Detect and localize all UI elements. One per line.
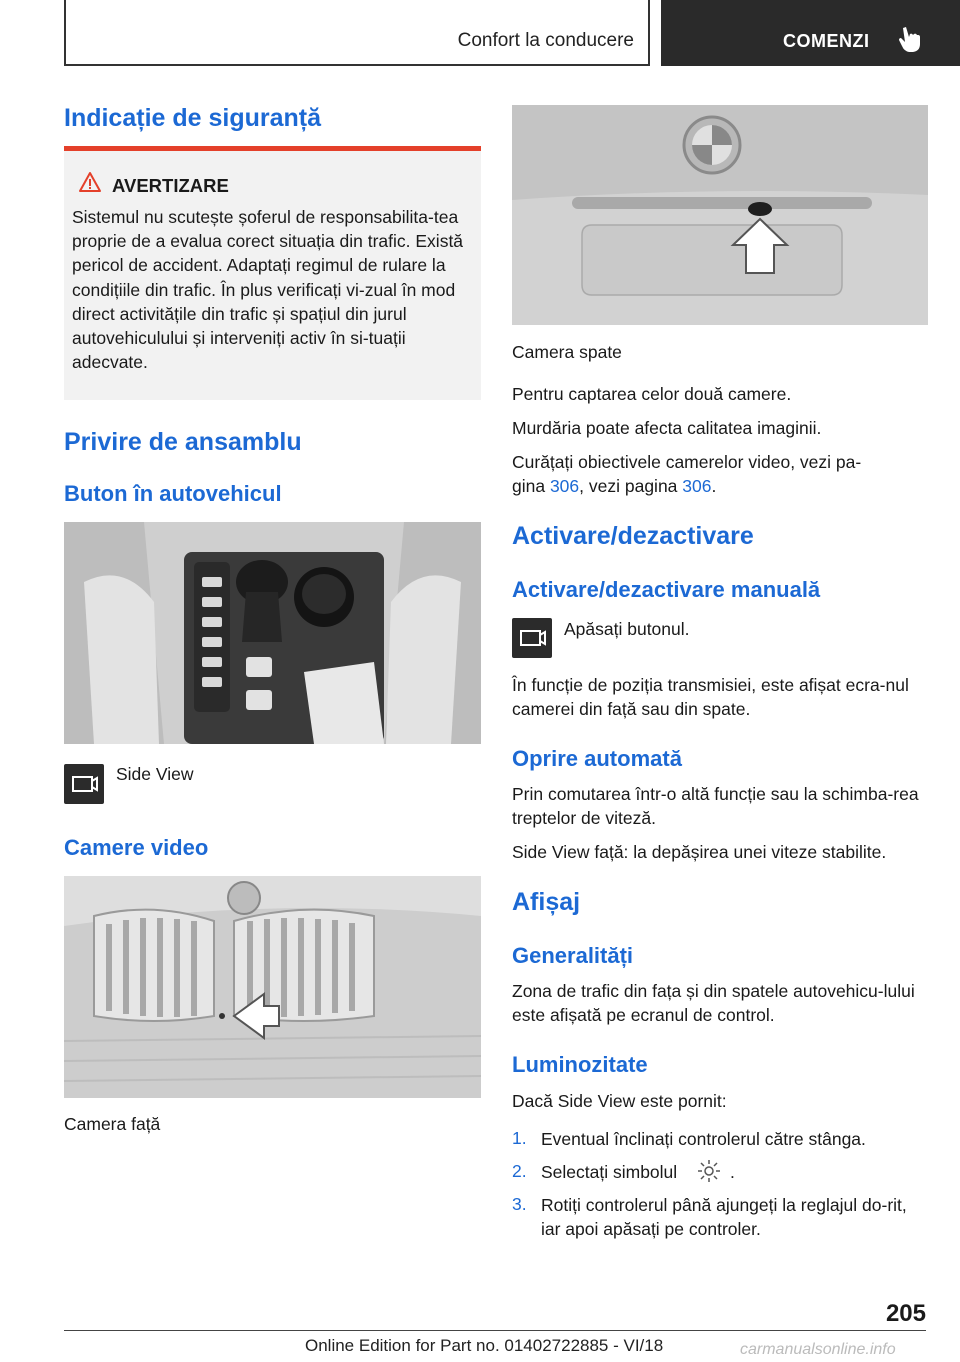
paragraph-if-on: Dacă Side View este pornit: xyxy=(512,1091,727,1111)
paragraph-speed: Side View față: la depășirea unei viteze stabilite. xyxy=(512,842,887,862)
heading-overview: Privire de ansamblu xyxy=(64,428,302,456)
heading-general: Generalități xyxy=(512,943,634,968)
step-number: 1. xyxy=(512,1128,527,1148)
step-text: Selectați simbolul xyxy=(541,1162,678,1182)
camera-button-icon xyxy=(512,618,552,658)
heading-display: Afișaj xyxy=(512,888,581,916)
header-chapter-tab[interactable] xyxy=(661,0,960,66)
paragraph-auto-off: Prin comutarea într-o altă funcție sau la schimba-rea treptelor de viteză. xyxy=(512,784,919,828)
watermark: carmanualsonline.info xyxy=(740,1341,896,1358)
heading-activate: Activare/dezactivare xyxy=(512,522,754,550)
press-button-text: Apăsați butonul. xyxy=(564,619,690,639)
warning-triangle-icon xyxy=(78,171,102,193)
warning-title: AVERTIZARE xyxy=(112,175,229,196)
paragraph-general: Zona de trafic din fața și din spatele autovehicu-lului este afișată pe ecranul de control. xyxy=(512,981,915,1025)
header-section-title: Confort la conducere xyxy=(457,30,634,51)
heading-safety: Indicație de siguranță xyxy=(64,104,322,132)
heading-manual: Activare/dezactivare manuală xyxy=(512,577,821,602)
center-console-photo xyxy=(64,522,481,744)
warning-box xyxy=(64,151,481,400)
rear-camera-photo xyxy=(512,105,928,325)
side-view-button-icon xyxy=(64,764,104,804)
footer-edition: Online Edition for Part no. 01402722885 - VI/18 xyxy=(305,1336,664,1355)
heading-cameras: Camere video xyxy=(64,835,209,860)
warning-text: Sistemul nu scutește șoferul de responsabilita-tea proprie de a evalua corect situația din trafic. Există pericol de accident. Adaptați regimul de rulare la condițiile din trafic. În plus verificați vi-zual în mod direct activitățile din trafic și spațiul din jurul autovehiculului și interveniți activ în si-tuații adecvate. xyxy=(72,207,464,373)
footer-divider xyxy=(64,1330,926,1331)
step-number: 3. xyxy=(512,1194,527,1214)
paragraph-capture: Pentru captarea celor două camere. xyxy=(512,384,792,404)
heading-auto-off: Oprire automată xyxy=(512,746,682,771)
header-section-box xyxy=(64,0,650,66)
step-text: Rotiți controlerul până ajungeți la reglajul do-rit, iar apoi apăsați pe controler. xyxy=(541,1195,907,1239)
header-chapter-label: COMENZI xyxy=(783,31,870,51)
heading-brightness: Luminozitate xyxy=(512,1052,648,1077)
front-camera-photo xyxy=(64,876,481,1098)
front-camera-caption: Camera față xyxy=(64,1114,161,1134)
paragraph-dirt: Murdăria poate afecta calitatea imaginii. xyxy=(512,418,822,438)
hand-pointer-icon xyxy=(897,24,925,54)
side-view-label: Side View xyxy=(116,764,194,784)
step-suffix: . xyxy=(730,1162,735,1182)
rear-camera-caption: Camera spate xyxy=(512,342,622,362)
page-number: 205 xyxy=(885,1300,926,1327)
brightness-sun-icon xyxy=(696,1158,722,1184)
paragraph-clean: Curățați obiectivele camerelor video, vezi pa- gina 306, vezi pagina 306. xyxy=(512,452,862,496)
heading-button-in-vehicle: Buton în autovehicul xyxy=(64,481,282,506)
step-number: 2. xyxy=(512,1161,527,1181)
paragraph-gear: În funcție de poziția transmisiei, este afișat ecra-nul camerei din față sau din spate. xyxy=(512,675,909,719)
page-link[interactable]: 306 xyxy=(549,476,580,496)
page-link[interactable]: 306 xyxy=(682,476,712,496)
step-text: Eventual înclinați controlerul către stânga. xyxy=(541,1129,866,1149)
